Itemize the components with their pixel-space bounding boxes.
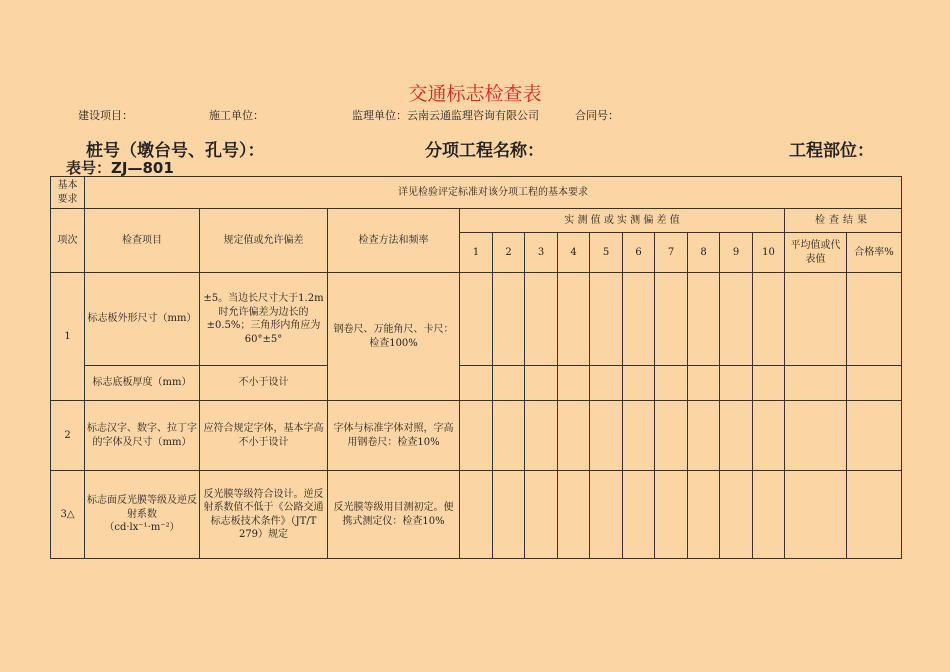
measure-cell[interactable] <box>655 401 688 471</box>
item-no: 1 <box>51 273 85 401</box>
check-method: 反光膜等级用目测初定。便携式测定仪：检查10% <box>328 471 460 559</box>
measure-cell[interactable] <box>558 273 590 366</box>
form-title: 交通标志检查表 <box>408 83 542 105</box>
check-item: 标志板外形尺寸（mm） <box>85 273 200 366</box>
measure-col-header: 9 <box>720 233 753 273</box>
contract-no-label: 合同号： <box>575 109 619 122</box>
table-row <box>51 401 902 471</box>
measure-cell[interactable] <box>688 401 720 471</box>
measure-col-header: 4 <box>558 233 590 273</box>
check-item-line1: 标志面反光膜等级及逆反射系数 <box>87 495 197 520</box>
measure-col-header: 10 <box>753 233 785 273</box>
measure-cell[interactable] <box>753 471 785 559</box>
construction-unit-label: 施工单位： <box>209 109 264 122</box>
measure-cell[interactable] <box>623 471 655 559</box>
measure-cell[interactable] <box>655 366 688 401</box>
header-check-result: 检查结果 <box>785 209 902 233</box>
measure-cell[interactable] <box>655 273 688 366</box>
measure-cell[interactable] <box>688 273 720 366</box>
measure-col-header: 7 <box>655 233 688 273</box>
measure-cell[interactable] <box>753 273 785 366</box>
header-method: 检查方法和频率 <box>328 209 460 273</box>
measure-cell[interactable] <box>590 273 623 366</box>
measure-col-header: 1 <box>460 233 493 273</box>
table-number: 表号：ZJ—801 <box>66 159 174 177</box>
measure-col-header: 8 <box>688 233 720 273</box>
check-item: 标志汉字、数字、拉丁字的字体及尺寸（mm） <box>85 401 200 471</box>
basic-requirement-text: 详见检验评定标准对该分项工程的基本要求 <box>85 177 902 209</box>
measure-cell[interactable] <box>655 471 688 559</box>
basic-requirement-label: 基本要求 <box>51 177 85 209</box>
table-row <box>51 471 902 559</box>
measure-cell[interactable] <box>525 366 558 401</box>
measure-cell[interactable] <box>720 401 753 471</box>
measure-cell[interactable] <box>493 471 525 559</box>
standard-value: 应符合规定字体，基本字高不小于设计 <box>200 401 328 471</box>
check-method: 钢卷尺、万能角尺、卡尺：检查100% <box>328 273 460 401</box>
measure-cell[interactable] <box>720 273 753 366</box>
check-method: 字体与标准字体对照，字高用钢卷尺：检查10% <box>328 401 460 471</box>
project-part-label: 工程部位： <box>789 141 874 161</box>
measure-cell[interactable] <box>460 366 493 401</box>
measure-cell[interactable] <box>623 273 655 366</box>
measure-col-header: 5 <box>590 233 623 273</box>
table-row <box>51 273 902 366</box>
basic-requirement-row <box>51 177 902 209</box>
average-cell[interactable] <box>785 471 847 559</box>
measure-cell[interactable] <box>753 401 785 471</box>
item-no: 3△ <box>51 471 85 559</box>
measure-cell[interactable] <box>590 401 623 471</box>
pass-rate-cell[interactable] <box>847 366 902 401</box>
header-check-item: 检查项目 <box>85 209 200 273</box>
header-measured-values: 实 测 值 或 实 测 偏 差 值 <box>460 209 785 233</box>
header-item-no: 项次 <box>51 209 85 273</box>
pass-rate-cell[interactable] <box>847 273 902 366</box>
measure-col-header: 2 <box>493 233 525 273</box>
pass-rate-cell[interactable] <box>847 471 902 559</box>
standard-value: 反光膜等级符合设计。逆反射系数值不低于《公路交通标志板技术条件》（JT/T 279）规定 <box>200 471 328 559</box>
header-pass-rate: 合格率% <box>847 233 902 273</box>
check-item <box>85 471 200 559</box>
average-cell[interactable] <box>785 366 847 401</box>
measure-cell[interactable] <box>590 366 623 401</box>
average-cell[interactable] <box>785 273 847 366</box>
table-row <box>51 366 902 401</box>
measure-cell[interactable] <box>558 471 590 559</box>
measure-cell[interactable] <box>720 366 753 401</box>
measure-cell[interactable] <box>590 471 623 559</box>
measure-cell[interactable] <box>525 401 558 471</box>
measure-cell[interactable] <box>525 471 558 559</box>
check-item-unit: （cd·lx⁻¹·m⁻²） <box>104 522 180 534</box>
construction-project-label: 建设项目： <box>78 109 133 122</box>
measure-cell[interactable] <box>525 273 558 366</box>
measure-cell[interactable] <box>460 471 493 559</box>
measure-cell[interactable] <box>688 366 720 401</box>
subitem-name-label: 分项工程名称： <box>425 141 544 161</box>
measure-cell[interactable] <box>623 401 655 471</box>
measure-cell[interactable] <box>460 273 493 366</box>
standard-value: 不小于设计 <box>200 366 328 401</box>
average-cell[interactable] <box>785 401 847 471</box>
inspection-table <box>50 176 902 559</box>
measure-cell[interactable] <box>558 366 590 401</box>
measure-cell[interactable] <box>720 471 753 559</box>
pass-rate-cell[interactable] <box>847 401 902 471</box>
measure-cell[interactable] <box>623 366 655 401</box>
header-standard: 规定值或允许偏差 <box>200 209 328 273</box>
measure-cell[interactable] <box>558 401 590 471</box>
pile-no-label: 桩号（墩台号、孔号）： <box>86 141 265 161</box>
measure-cell[interactable] <box>460 401 493 471</box>
measure-cell[interactable] <box>688 471 720 559</box>
supervision-unit-label: 监理单位：云南云通监理咨询有限公司 <box>352 109 539 122</box>
standard-value: ±5。当边长尺寸大于1.2m时允许偏差为边长的±0.5%；三角形内角应为60°±5° <box>200 273 328 366</box>
check-item: 标志底板厚度（mm） <box>85 366 200 401</box>
header-row-1 <box>51 209 902 233</box>
measure-col-header: 3 <box>525 233 558 273</box>
measure-col-header: 6 <box>623 233 655 273</box>
measure-cell[interactable] <box>493 273 525 366</box>
measure-cell[interactable] <box>753 366 785 401</box>
item-no: 2 <box>51 401 85 471</box>
header-average: 平均值或代表值 <box>785 233 847 273</box>
measure-cell[interactable] <box>493 401 525 471</box>
measure-cell[interactable] <box>493 366 525 401</box>
